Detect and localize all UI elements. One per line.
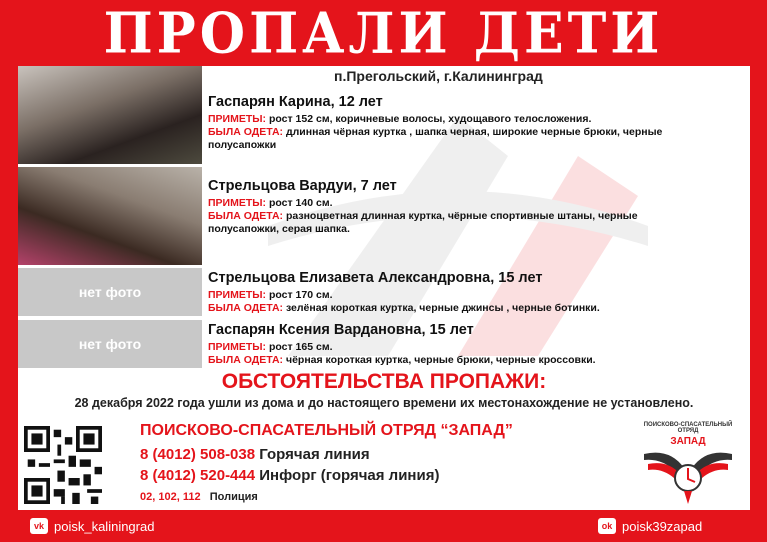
vk-link[interactable]: [30, 518, 154, 534]
clothing-label: БЫЛА ОДЕТА:: [208, 302, 284, 314]
features-label: ПРИМЕТЫ:: [208, 197, 267, 209]
vk-icon: vk: [30, 518, 48, 534]
phone-hotline[interactable]: [140, 446, 370, 463]
clothing-text-cont: полусапожки, серая шапка.: [208, 223, 350, 235]
no-photo-placeholder: нет фото: [18, 320, 202, 368]
photo-karina: [18, 66, 202, 164]
org-name: ПОИСКОВО-СПАСАТЕЛЬНЫЙ ОТРЯД “ЗАПАД”: [140, 422, 513, 439]
person-card: [208, 322, 728, 367]
clothing-text: длинная чёрная куртка , шапка черная, широкие черные брюки, черные: [285, 126, 663, 138]
phone-label: Инфорг (горячая линия): [259, 467, 440, 484]
features-text: рост 170 см.: [268, 289, 333, 301]
police-label: Полиция: [209, 491, 258, 503]
person-card: [208, 94, 728, 152]
phone-number[interactable]: 8 (4012) 508-038: [140, 446, 256, 463]
phone-number[interactable]: 8 (4012) 520-444: [140, 467, 256, 484]
phone-inforg[interactable]: [140, 467, 439, 484]
qr-code-icon[interactable]: [24, 426, 102, 504]
features-label: ПРИМЕТЫ:: [208, 113, 267, 125]
ok-handle[interactable]: poisk39zapad: [622, 518, 703, 534]
logo-text-line1: ПОИСКОВО-СПАСАТЕЛЬНЫЙ ОТРЯД: [643, 422, 733, 434]
circumstances-text: 28 декабря 2022 года ушли из дома и до настоящего времени их местонахождение не установлено.: [74, 396, 694, 410]
poster-title: ПРОПАЛИ ДЕТИ: [103, 0, 664, 66]
org-logo: [640, 420, 736, 506]
person-card: [208, 178, 728, 236]
clothing-label: БЫЛА ОДЕТА:: [208, 210, 284, 222]
logo-text-line2: ЗАПАД: [670, 436, 706, 447]
clothing-text: разноцветная длинная куртка, чёрные спортивные штаны, черные: [285, 210, 638, 222]
ok-icon: ok: [598, 518, 616, 534]
features-text: рост 165 см.: [268, 341, 333, 353]
person-name: Гаспарян Карина, 12 лет: [208, 94, 383, 110]
features-label: ПРИМЕТЫ:: [208, 341, 267, 353]
photo-varduy: [18, 167, 202, 265]
person-card: [208, 270, 728, 315]
person-name: Стрельцова Елизавета Александровна, 15 лет: [208, 270, 543, 286]
clothing-label: БЫЛА ОДЕТА:: [208, 354, 284, 366]
no-photo-placeholder: нет фото: [18, 268, 202, 316]
police-contact: [140, 491, 258, 503]
features-text: рост 140 см.: [268, 197, 333, 209]
person-name: Стрельцова Вардуи, 7 лет: [208, 178, 397, 194]
phone-label: Горячая линия: [259, 446, 370, 463]
clothing-label: БЫЛА ОДЕТА:: [208, 126, 284, 138]
clothing-text: зелёная короткая куртка, черные джинсы , черные ботинки.: [285, 302, 600, 314]
location: п.Прегольский, г.Калининград: [334, 68, 543, 84]
logo-emblem-icon: [640, 446, 736, 506]
person-name: Гаспарян Ксения Вардановна, 15 лет: [208, 322, 474, 338]
clothing-text-cont: полусапожки: [208, 139, 277, 151]
ok-link[interactable]: [598, 518, 702, 534]
features-text: рост 152 см, коричневые волосы, худощавого телосложения.: [268, 113, 592, 125]
content-panel: [18, 66, 750, 510]
circumstances-title: ОБСТОЯТЕЛЬСТВА ПРОПАЖИ:: [221, 370, 547, 393]
features-label: ПРИМЕТЫ:: [208, 289, 267, 301]
vk-handle[interactable]: poisk_kaliningrad: [54, 518, 155, 534]
emergency-numbers: 02, 102, 112: [140, 491, 201, 503]
clothing-text: чёрная короткая куртка, черные брюки, черные кроссовки.: [285, 354, 596, 366]
footer: [0, 510, 767, 542]
